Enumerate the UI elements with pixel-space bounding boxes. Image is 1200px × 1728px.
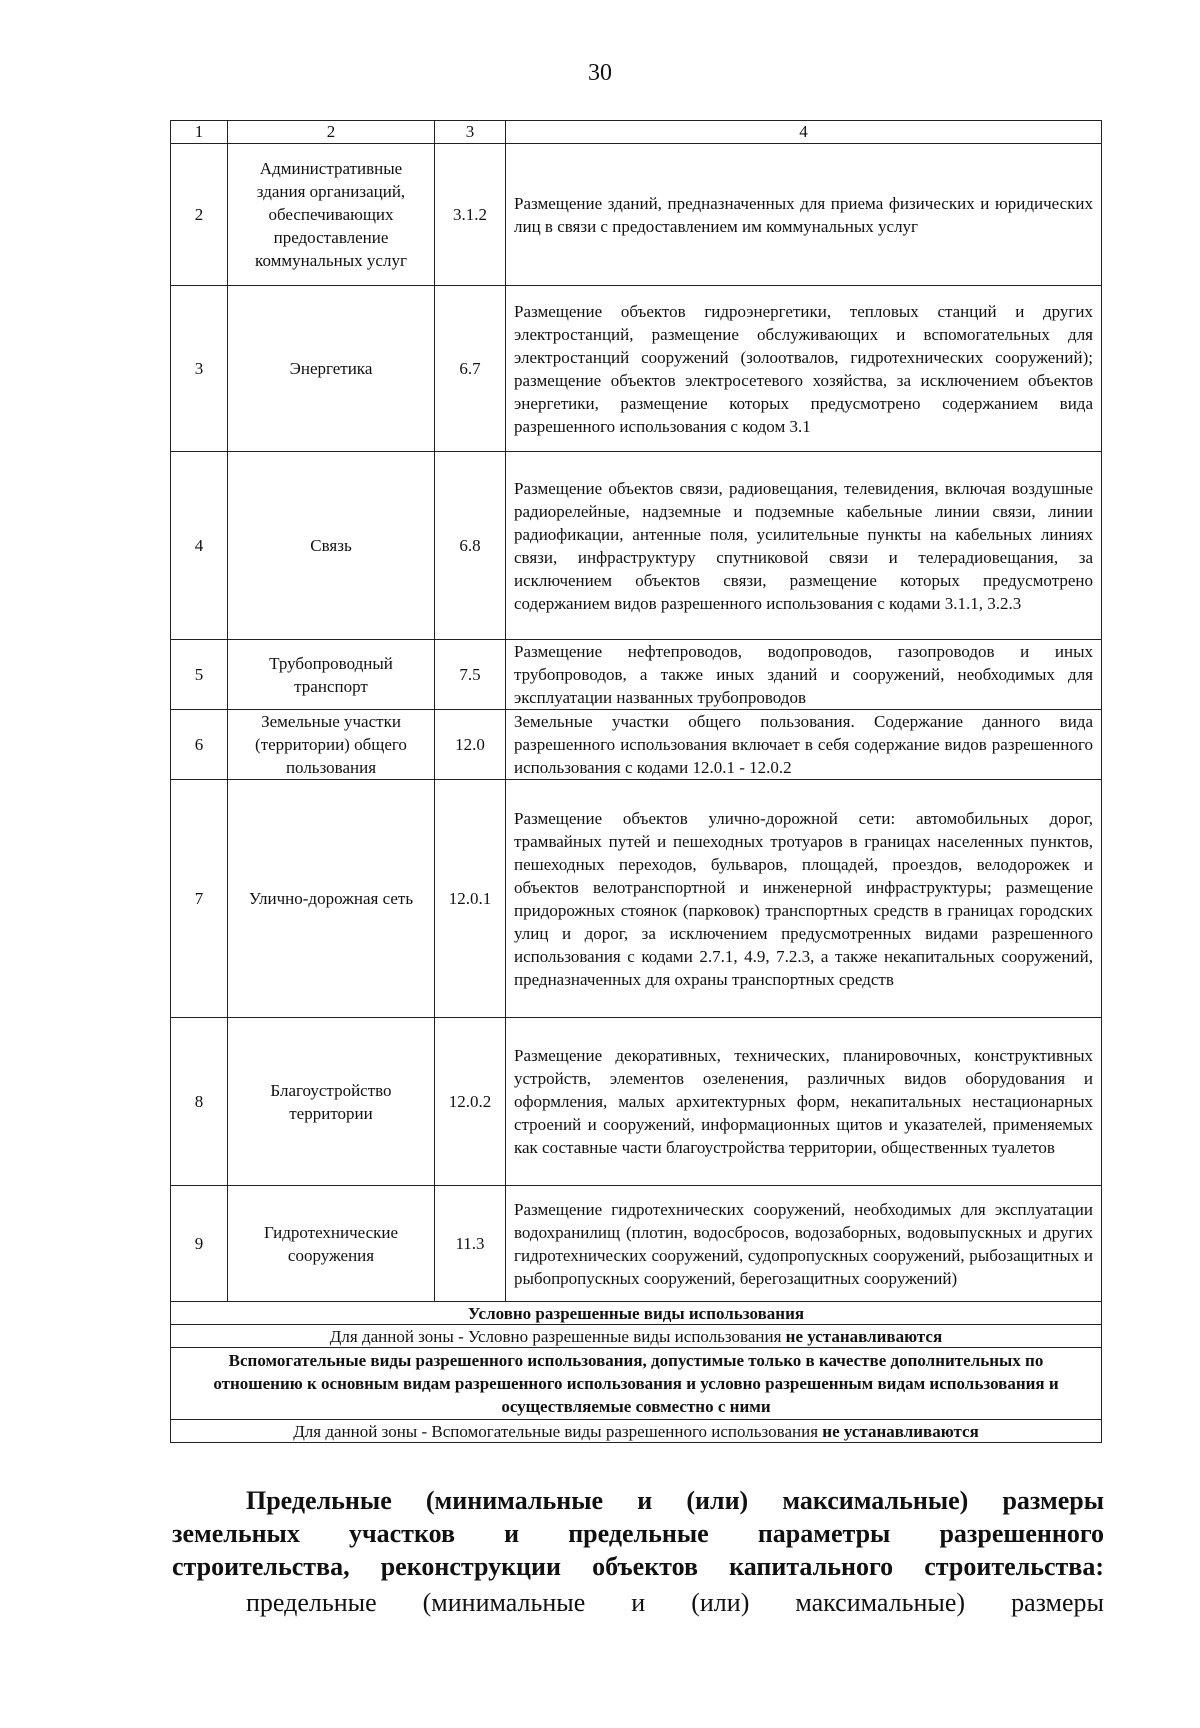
table-row <box>171 1186 1102 1302</box>
row-use-code: 3.1.2 <box>435 144 506 286</box>
row-use-code: 12.0.1 <box>435 780 506 1018</box>
row-use-description: Размещение декоративных, технических, планировочных, конструктивных устройств, элементов озеленения, различных видов оборудования и оформления, малых архитектурных форм, некапитальных нестационарных строений и сооружений, информационных щитов и указателей, применяемых как составные части благоустройства территории, общественных туалетов <box>506 1018 1102 1186</box>
row-use-description: Размещение объектов связи, радиовещания, телевидения, включая воздушные радиорелейные, надземные и подземные кабельные линии связи, линии радиофикации, антенные поля, усилительные пункты на кабельных линиях связи, инфраструктуру спутниковой связи и телерадиовещания, за исключением объектов связи, размещение которых предусмотрено содержанием видов разрешенного использования с кодами 3.1.1, 3.2.3 <box>506 452 1102 640</box>
row-use-name: Земельные участки (территории) общего пользования <box>228 710 435 780</box>
table-row <box>171 710 1102 780</box>
table-row <box>171 144 1102 286</box>
conditional-uses-title: Условно разрешенные виды использования <box>171 1302 1102 1325</box>
page-number: 30 <box>588 60 612 86</box>
header-col-3: 3 <box>435 121 506 144</box>
row-use-code: 7.5 <box>435 640 506 710</box>
table-row <box>171 780 1102 1018</box>
heading-line: земельных участков и предельные параметры разрешенного <box>172 1519 1104 1548</box>
header-col-2: 2 <box>228 121 435 144</box>
table-row <box>171 452 1102 640</box>
auxiliary-note-text: Для данной зоны - Вспомогательные виды разрешенного использования <box>293 1421 823 1441</box>
row-use-code: 6.8 <box>435 452 506 640</box>
auxiliary-uses-note <box>171 1420 1102 1443</box>
row-use-description: Земельные участки общего пользования. Содержание данного вида разрешенного использования включает в себя содержание видов разрешенного использования с кодами 12.0.1 - 12.0.2 <box>506 710 1102 780</box>
row-use-description: Размещение объектов улично-дорожной сети: автомобильных дорог, трамвайных путей и пешеходных тротуаров в границах населенных пунктов, пешеходных переходов, бульваров, площадей, проездов, велодорожек и объектов велотранспортной и инженерной инфраструктуры; размещение придорожных стоянок (парковок) транспортных средств в границах городских улиц и дорог, за исключением предусмотренных видами разрешенного использования с кодами 2.7.1, 4.9, 7.2.3, а также некапитальных сооружений, предназначенных для охраны транспортных средств <box>506 780 1102 1018</box>
heading-line: Предельные (минимальные и (или) максимальные) размеры <box>246 1486 1104 1515</box>
land-use-table <box>170 120 1102 1443</box>
auxiliary-note-emphasis: не устанавливаются <box>822 1421 979 1441</box>
row-use-name: Благоустройство территории <box>228 1018 435 1186</box>
row-use-code: 11.3 <box>435 1186 506 1302</box>
auxiliary-uses-note-row <box>171 1420 1102 1443</box>
body-text-line: предельные (минимальные и (или) максимальные) размеры <box>246 1588 1104 1617</box>
conditional-uses-title-row <box>171 1302 1102 1325</box>
conditional-uses-note <box>171 1325 1102 1348</box>
auxiliary-uses-title-row <box>171 1348 1102 1420</box>
row-use-name: Трубопроводный транспорт <box>228 640 435 710</box>
header-col-4: 4 <box>506 121 1102 144</box>
section-heading <box>172 1484 1104 1583</box>
row-number: 7 <box>171 780 228 1018</box>
conditional-uses-note-row <box>171 1325 1102 1348</box>
row-use-name: Административные здания организаций, обеспечивающих предоставление коммунальных услуг <box>228 144 435 286</box>
row-number: 8 <box>171 1018 228 1186</box>
row-use-code: 6.7 <box>435 286 506 452</box>
table-row <box>171 286 1102 452</box>
table-header-row <box>171 121 1102 144</box>
row-use-code: 12.0 <box>435 710 506 780</box>
table-row <box>171 640 1102 710</box>
row-number: 4 <box>171 452 228 640</box>
row-use-name: Улично-дорожная сеть <box>228 780 435 1018</box>
row-use-description: Размещение объектов гидроэнергетики, тепловых станций и других электростанций, размещение обслуживающих и вспомогательных для электростанций сооружений (золоотвалов, гидротехнических сооружений); размещение объектов электросетевого хозяйства, за исключением объектов энергетики, размещение которых предусмотрено содержанием вида разрешенного использования с кодом 3.1 <box>506 286 1102 452</box>
row-use-code: 12.0.2 <box>435 1018 506 1186</box>
conditional-note-emphasis: не устанавливаются <box>785 1326 943 1346</box>
row-number: 6 <box>171 710 228 780</box>
table-row <box>171 1018 1102 1186</box>
row-number: 2 <box>171 144 228 286</box>
conditional-note-text: Для данной зоны - Условно разрешенные виды использования <box>329 1326 786 1346</box>
row-use-name: Связь <box>228 452 435 640</box>
header-col-1: 1 <box>171 121 228 144</box>
row-use-description: Размещение зданий, предназначенных для приема физических и юридических лиц в связи с предоставлением им коммунальных услуг <box>506 144 1102 286</box>
row-use-description: Размещение гидротехнических сооружений, необходимых для эксплуатации водохранилищ (плотин, водосбросов, водозаборных, водовыпускных и других гидротехнических сооружений, судопропускных сооружений, рыбозащитных и рыбопропускных сооружений, берегозащитных сооружений) <box>506 1186 1102 1302</box>
row-use-name: Гидротехнические сооружения <box>228 1186 435 1302</box>
row-number: 3 <box>171 286 228 452</box>
row-use-name: Энергетика <box>228 286 435 452</box>
auxiliary-uses-title: Вспомогательные виды разрешенного использования, допустимые только в качестве дополнительных по отношению к основным видам разрешенного использования и условно разрешенным видам использования и осуществляемые совместно с ними <box>171 1348 1102 1420</box>
row-use-description: Размещение нефтепроводов, водопроводов, газопроводов и иных трубопроводов, а также иных зданий и сооружений, необходимых для эксплуатации названных трубопроводов <box>506 640 1102 710</box>
heading-line: строительства, реконструкции объектов капитального строительства: <box>172 1552 1104 1581</box>
row-number: 9 <box>171 1186 228 1302</box>
row-number: 5 <box>171 640 228 710</box>
